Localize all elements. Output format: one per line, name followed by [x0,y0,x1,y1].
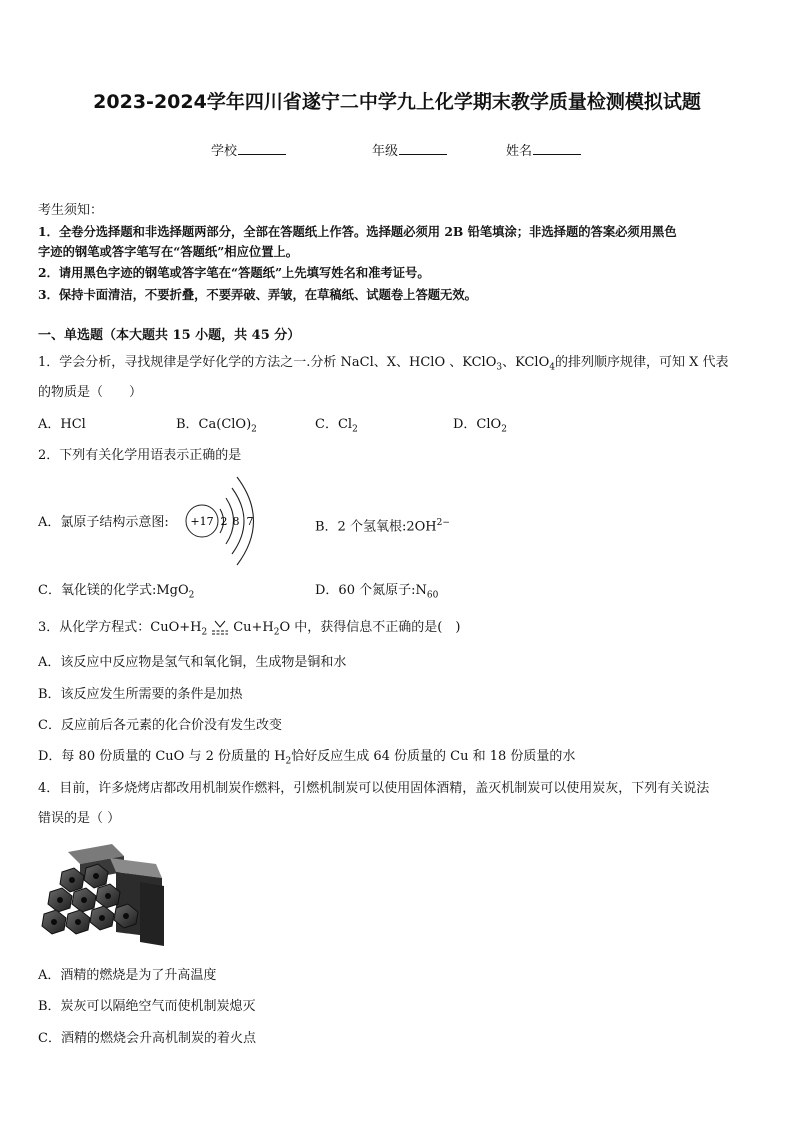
q1-option-c[interactable] [315,415,358,440]
name-field[interactable] [506,140,581,159]
q2-option-b-text: B．2 个氢氧根:2OH [315,519,437,535]
q2-option-c-text: C．氧化镁的化学式:MgO [38,583,189,598]
q2-option-d-sub: 60 [426,590,439,601]
notice-heading: 考生须知： [38,203,104,218]
q3-option-d-text-b: 恰好反应生成 64 份质量的 Cu 和 18 份质量的水 [291,749,576,764]
q3-option-b[interactable]: B．该反应发生所需要的条件是加热 [38,687,243,702]
exam-title: 2023-2024学年四川省遂宁二中学九上化学期末教学质量检测模拟试题 [93,91,701,113]
q2-option-d[interactable] [315,581,438,606]
q1-text-b: 、KClO [502,355,550,370]
q1-text-c: 的排列顺序规律，可知 X 代表 [555,355,729,370]
atom-shell-1: 2 [220,515,228,528]
q3-option-a[interactable]: A．该反应中反应物是氢气和氧化铜，生成物是铜和水 [38,655,347,670]
q3-sub-2: 2 [273,627,280,638]
reaction-condition-arrow [209,621,231,635]
q1-option-d-text: D．ClO [453,417,502,432]
q4-option-a[interactable]: A．酒精的燃烧是为了升高温度 [38,968,217,983]
q1-option-b-sub: 2 [251,424,257,435]
q3-sub-1: 2 [201,627,208,638]
q2-option-c[interactable] [38,581,194,606]
q1-option-c-sub: 2 [352,424,358,435]
q1-option-d-sub: 2 [501,424,507,435]
q3-text-c: O 中，获得信息不正确的是( ) [279,620,461,635]
q1-option-b-text: B．Ca(ClO) [176,417,252,432]
notice-item-1-line-2: 字迹的钢笔或答字笔写在“答题纸”相应位置上。 [38,244,299,259]
q4-option-c[interactable]: C．酒精的燃烧会升高机制炭的着火点 [38,1031,256,1046]
q1-option-c-text: C．Cl [315,417,353,432]
q3-option-d-sub: 2 [285,756,292,767]
grade-blank[interactable] [399,142,447,155]
q3-option-c[interactable]: C．反应前后各元素的化合价没有发生改变 [38,718,282,733]
q2-option-d-text: D．60 个氮原子:N [315,583,427,598]
q1-option-d[interactable] [453,415,507,440]
grade-label: 年级 [372,144,399,159]
q2-stem: 2．下列有关化学用语表示正确的是 [38,448,242,463]
q2-option-b[interactable] [315,513,450,537]
name-label: 姓名 [506,144,533,159]
notice-item-3: 3．保持卡面清洁，不要折叠，不要弄破、弄皱，在草稿纸、试题卷上答题无效。 [38,287,477,302]
notice-item-2: 2．请用黑色字迹的钢笔或答字笔在“答题纸”上先填写姓名和准考证号。 [38,265,430,280]
notice-item-1-line-1: 1．全卷分选择题和非选择题两部分，全部在答题纸上作答。选择题必须用 2B 铅笔填涂；非选择题的答案必须用黑色 [38,224,677,239]
section-heading: 一、单选题（本大题共 15 小题，共 45 分） [38,328,301,343]
q1-sub-4: 4 [549,362,555,373]
school-label: 学校 [211,144,238,159]
chlorine-atom-diagram [180,472,280,572]
q3-option-d-text-a: D．每 80 份质量的 CuO 与 2 份质量的 H [38,749,286,764]
grade-field[interactable] [372,140,447,159]
q1-option-b[interactable] [176,415,257,440]
q2-option-b-sup: 2− [436,518,450,528]
school-blank[interactable] [238,142,286,155]
q4-stem-line-2: 错误的是（ ） [38,811,121,826]
q4-option-b[interactable]: B．炭灰可以隔绝空气而使机制炭熄灭 [38,999,256,1014]
q4-stem-line-1: 4．目前，许多烧烤店都改用机制炭作燃料，引燃机制炭可以使用固体酒精，盖灭机制炭可以使用炭灰，下列有关说法 [38,781,710,796]
charcoal-briquettes-image [40,842,168,952]
q3-text-a: 3．从化学方程式：CuO+H [38,620,202,635]
school-field[interactable] [211,140,286,159]
atom-nucleus: +17 [190,515,214,528]
q1-stem-line-1 [38,353,729,378]
atom-shell-3: 7 [246,515,254,528]
q2-option-c-sub: 2 [188,590,195,601]
q1-text-a: 1．学会分析，寻找规律是学好化学的方法之一.分析 NaCl、X、HClO 、KClO [38,355,497,370]
q1-option-a[interactable]: A．HCl [38,417,86,432]
q1-stem-line-2: 的物质是（ ） [38,385,143,400]
q1-sub-3: 3 [496,362,503,373]
q3-text-b: Cu+H [233,620,274,635]
q3-stem [38,618,460,643]
name-blank[interactable] [533,142,581,155]
atom-shell-2: 8 [232,515,240,528]
q2-option-a[interactable]: A．氯原子结构示意图: [38,515,169,530]
q3-option-d[interactable] [38,747,575,772]
